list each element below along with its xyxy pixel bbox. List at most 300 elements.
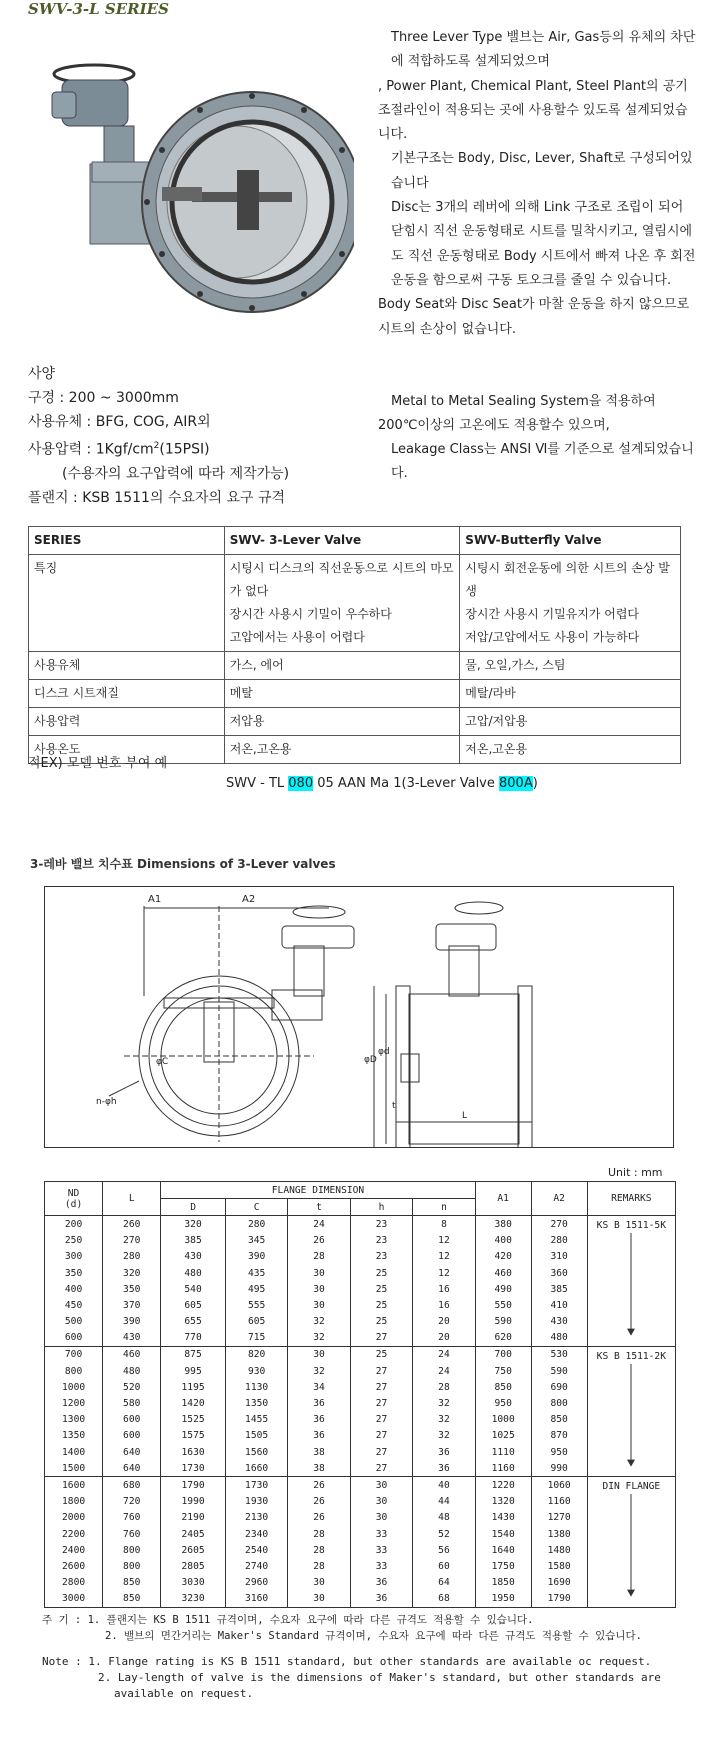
table-cell: 270 bbox=[531, 1216, 587, 1233]
table-cell: 480 bbox=[161, 1265, 226, 1281]
header-flange: FLANGE DIMENSION bbox=[161, 1182, 475, 1199]
table-cell: 1500 bbox=[45, 1460, 103, 1477]
note-en-2: 2. Lay-length of valve is the dimensions of Maker's standard, but other standards are bbox=[98, 1671, 661, 1684]
table-row bbox=[45, 1494, 676, 1510]
table-cell: 1000 bbox=[475, 1412, 531, 1428]
comparison-cell: 저온,고온용 bbox=[460, 736, 681, 764]
table-cell: 1455 bbox=[225, 1412, 287, 1428]
table-cell: 25 bbox=[350, 1297, 412, 1313]
table-cell: 2805 bbox=[161, 1558, 226, 1574]
table-cell: 590 bbox=[531, 1363, 587, 1379]
note-kr-1: 1. 플랜지는 KS B 1511 규격이며, 수요자 요구에 따라 다른 규격도 적용할 수 있습니다. bbox=[87, 1614, 534, 1626]
table-cell: 32 bbox=[288, 1330, 350, 1347]
table-row bbox=[45, 1216, 676, 1233]
table-cell: 850 bbox=[103, 1575, 161, 1591]
table-cell: 56 bbox=[413, 1542, 475, 1558]
table-cell: 23 bbox=[350, 1233, 412, 1249]
table-cell: 875 bbox=[161, 1346, 226, 1363]
table-cell: 640 bbox=[103, 1460, 161, 1477]
table-cell: 33 bbox=[350, 1526, 412, 1542]
table-cell: 370 bbox=[103, 1297, 161, 1313]
table-cell: 28 bbox=[288, 1526, 350, 1542]
table-cell: 27 bbox=[350, 1363, 412, 1379]
table-cell: 550 bbox=[475, 1297, 531, 1313]
table-cell: 530 bbox=[531, 1346, 587, 1363]
table-cell: 500 bbox=[45, 1314, 103, 1330]
table-row bbox=[45, 1379, 676, 1395]
table-cell: 52 bbox=[413, 1526, 475, 1542]
spec-pressure-note: (수용자의 요구압력에 따라 제작가능) bbox=[62, 465, 290, 482]
table-cell: 38 bbox=[288, 1460, 350, 1477]
table-cell: 200 bbox=[45, 1216, 103, 1233]
table-row bbox=[45, 1297, 676, 1313]
table-cell: 270 bbox=[103, 1233, 161, 1249]
remarks-label: DIN FLANGE bbox=[602, 1481, 661, 1493]
table-cell: 1525 bbox=[161, 1412, 226, 1428]
table-cell: 16 bbox=[413, 1281, 475, 1297]
table-row bbox=[45, 1591, 676, 1608]
table-cell: 320 bbox=[103, 1265, 161, 1281]
table-cell: 36 bbox=[288, 1428, 350, 1444]
table-cell: 1380 bbox=[531, 1526, 587, 1542]
table-cell: 32 bbox=[288, 1363, 350, 1379]
table-cell: 1220 bbox=[475, 1477, 531, 1494]
table-cell: 27 bbox=[350, 1444, 412, 1460]
table-cell: 495 bbox=[225, 1281, 287, 1297]
comparison-row bbox=[29, 708, 681, 736]
table-cell: 400 bbox=[475, 1233, 531, 1249]
table-cell: 30 bbox=[350, 1477, 412, 1494]
comparison-cell: 가스, 에어 bbox=[224, 652, 460, 680]
table-cell: 27 bbox=[350, 1330, 412, 1347]
table-cell: 68 bbox=[413, 1591, 475, 1608]
table-cell: 2740 bbox=[225, 1558, 287, 1574]
table-cell: 460 bbox=[475, 1265, 531, 1281]
table-cell: 26 bbox=[288, 1477, 350, 1494]
table-cell: 38 bbox=[288, 1444, 350, 1460]
table-cell: 25 bbox=[350, 1346, 412, 1363]
table-row bbox=[45, 1233, 676, 1249]
comparison-cell: 고압/저압용 bbox=[460, 708, 681, 736]
notes-english: Note : 1. Flange rating is KS B 1511 standard, but other standards are available oc request. 2. Lay-length of valve is the dimensions of Maker's standard, but other standards are available on request. bbox=[42, 1655, 661, 1700]
table-cell: 32 bbox=[288, 1314, 350, 1330]
table-row bbox=[45, 1460, 676, 1477]
down-arrow-icon bbox=[621, 1362, 641, 1468]
header-c: C bbox=[225, 1199, 287, 1216]
header-a2: A2 bbox=[531, 1182, 587, 1216]
table-cell: 8 bbox=[413, 1216, 475, 1233]
table-cell: 2340 bbox=[225, 1526, 287, 1542]
comparison-cell: 특징 bbox=[29, 555, 225, 652]
drawing-label-t: t bbox=[392, 1101, 396, 1111]
table-cell: 1130 bbox=[225, 1379, 287, 1395]
table-cell: 27 bbox=[350, 1395, 412, 1411]
table-cell: 28 bbox=[288, 1542, 350, 1558]
table-row bbox=[45, 1558, 676, 1574]
table-cell: 990 bbox=[531, 1460, 587, 1477]
table-cell: 280 bbox=[103, 1249, 161, 1265]
table-cell: 1430 bbox=[475, 1510, 531, 1526]
comparison-row bbox=[29, 555, 681, 652]
table-cell: 1160 bbox=[475, 1460, 531, 1477]
table-cell: 345 bbox=[225, 1233, 287, 1249]
note-kr-2: 2. 밸브의 면간거리는 Maker's Standard 규격이며, 수요자 요구에 따라 다른 규격도 적용할 수 있습니다. bbox=[105, 1630, 643, 1642]
table-cell: 27 bbox=[350, 1428, 412, 1444]
table-cell: 36 bbox=[288, 1395, 350, 1411]
table-cell: 30 bbox=[288, 1265, 350, 1281]
dimension-drawing bbox=[44, 886, 674, 1148]
table-cell: 995 bbox=[161, 1363, 226, 1379]
table-cell: 24 bbox=[288, 1216, 350, 1233]
table-row bbox=[45, 1395, 676, 1411]
table-cell: 1420 bbox=[161, 1395, 226, 1411]
table-cell: 1990 bbox=[161, 1494, 226, 1510]
table-cell: 2405 bbox=[161, 1526, 226, 1542]
table-cell: 400 bbox=[45, 1281, 103, 1297]
intro-paragraph: 기본구조는 Body, Disc, Lever, Shaft로 구성되어있습니다 bbox=[391, 151, 693, 191]
table-cell: 1110 bbox=[475, 1444, 531, 1460]
table-cell: 12 bbox=[413, 1265, 475, 1281]
table-cell: 300 bbox=[45, 1249, 103, 1265]
comparison-cell: 사용온도 bbox=[29, 736, 225, 764]
table-cell: 540 bbox=[161, 1281, 226, 1297]
table-cell: 2190 bbox=[161, 1510, 226, 1526]
spec-list bbox=[28, 362, 289, 510]
comparison-cell: 메탈/라바 bbox=[460, 680, 681, 708]
table-cell: 3230 bbox=[161, 1591, 226, 1608]
table-cell: 1575 bbox=[161, 1428, 226, 1444]
table-cell: 2960 bbox=[225, 1575, 287, 1591]
sealing-paragraph: Leakage Class는 ANSI Ⅵ를 기준으로 설계되었습니다. bbox=[391, 442, 694, 481]
table-cell: 770 bbox=[161, 1330, 226, 1347]
spec-pressure: 사용압력 : $1Kgf/cm^2(15PSI)$ bbox=[28, 441, 210, 458]
table-cell: 24 bbox=[413, 1346, 475, 1363]
drawing-label-l: L bbox=[462, 1111, 468, 1121]
drawing-label-a2: A2 bbox=[242, 894, 256, 905]
table-cell: 1730 bbox=[225, 1477, 287, 1494]
table-cell: 480 bbox=[103, 1363, 161, 1379]
table-cell: 420 bbox=[475, 1249, 531, 1265]
table-cell: 800 bbox=[103, 1542, 161, 1558]
comparison-cell: 물, 오일,가스, 스팀 bbox=[460, 652, 681, 680]
sealing-paragraph: Metal to Metal Sealing System을 적용하여 bbox=[391, 394, 656, 409]
table-cell: 1660 bbox=[225, 1460, 287, 1477]
table-cell: 26 bbox=[288, 1233, 350, 1249]
table-cell: 3160 bbox=[225, 1591, 287, 1608]
table-cell: 390 bbox=[103, 1314, 161, 1330]
header-remarks: REMARKS bbox=[587, 1182, 675, 1216]
table-cell: 820 bbox=[225, 1346, 287, 1363]
header-d: D bbox=[161, 1199, 226, 1216]
remarks-cell bbox=[587, 1216, 675, 1347]
table-cell: 2400 bbox=[45, 1542, 103, 1558]
table-cell: 28 bbox=[288, 1558, 350, 1574]
table-cell: 44 bbox=[413, 1494, 475, 1510]
comparison-cell: 사용유체 bbox=[29, 652, 225, 680]
table-cell: 32 bbox=[413, 1412, 475, 1428]
down-arrow-icon bbox=[621, 1492, 641, 1598]
table-cell: 760 bbox=[103, 1526, 161, 1542]
table-cell: 1790 bbox=[161, 1477, 226, 1494]
remarks-cell bbox=[587, 1477, 675, 1608]
table-cell: 64 bbox=[413, 1575, 475, 1591]
intro-paragraph: Body Seat와 Disc Seat가 마찰 운동을 하지 않으므로 시트의 손상이 없습니다. bbox=[378, 297, 690, 337]
table-cell: 36 bbox=[288, 1412, 350, 1428]
table-cell: 32 bbox=[413, 1428, 475, 1444]
drawing-label-phid2: φd bbox=[378, 1047, 390, 1057]
table-cell: 1350 bbox=[225, 1395, 287, 1411]
table-cell: 1600 bbox=[45, 1477, 103, 1494]
table-cell: 430 bbox=[531, 1314, 587, 1330]
table-cell: 16 bbox=[413, 1297, 475, 1313]
table-row bbox=[45, 1477, 676, 1494]
intro-text bbox=[378, 26, 698, 342]
header-series: SERIES bbox=[29, 527, 225, 555]
table-cell: 3000 bbox=[45, 1591, 103, 1608]
table-cell: 870 bbox=[531, 1428, 587, 1444]
table-cell: 385 bbox=[531, 1281, 587, 1297]
table-row bbox=[45, 1526, 676, 1542]
table-cell: 1950 bbox=[475, 1591, 531, 1608]
table-cell: 590 bbox=[475, 1314, 531, 1330]
dimensions-title: 3-레바 밸브 치수표 Dimensions of 3-Lever valves bbox=[30, 857, 336, 871]
table-cell: 310 bbox=[531, 1249, 587, 1265]
comparison-header-row bbox=[29, 527, 681, 555]
table-cell: 36 bbox=[413, 1460, 475, 1477]
table-cell: 33 bbox=[350, 1558, 412, 1574]
table-cell: 1200 bbox=[45, 1395, 103, 1411]
header-nd: ND (d) bbox=[45, 1182, 103, 1216]
table-cell: 1320 bbox=[475, 1494, 531, 1510]
table-cell: 27 bbox=[350, 1460, 412, 1477]
table-row bbox=[45, 1444, 676, 1460]
table-cell: 30 bbox=[288, 1346, 350, 1363]
table-cell: 2600 bbox=[45, 1558, 103, 1574]
table-cell: 1060 bbox=[531, 1477, 587, 1494]
table-cell: 260 bbox=[103, 1216, 161, 1233]
table-cell: 280 bbox=[531, 1233, 587, 1249]
table-cell: 380 bbox=[475, 1216, 531, 1233]
table-cell: 360 bbox=[531, 1265, 587, 1281]
header-3lever: SWV- 3-Lever Valve bbox=[224, 527, 460, 555]
table-cell: 1505 bbox=[225, 1428, 287, 1444]
table-cell: 410 bbox=[531, 1297, 587, 1313]
comparison-row bbox=[29, 680, 681, 708]
table-cell: 1270 bbox=[531, 1510, 587, 1526]
note-en-1: 1. Flange rating is KS B 1511 standard, but other standards are available oc request. bbox=[88, 1655, 652, 1668]
note-en-2b: available on request. bbox=[114, 1687, 254, 1700]
table-row bbox=[45, 1363, 676, 1379]
table-cell: 23 bbox=[350, 1249, 412, 1265]
table-cell: 30 bbox=[288, 1591, 350, 1608]
spec-heading: 사양 bbox=[28, 366, 56, 382]
notes-korean: 주 기 : 1. 플랜지는 KS B 1511 규격이며, 수요자 요구에 따라 다른 규격도 적용할 수 있습니다. 2. 밸브의 면간거리는 Maker's Standard 규격이며, 수요자 요구에 따라 다른 규격도 적용할 수 있습니다. bbox=[42, 1614, 643, 1642]
table-cell: 36 bbox=[350, 1575, 412, 1591]
table-cell: 600 bbox=[103, 1412, 161, 1428]
table-row bbox=[45, 1510, 676, 1526]
table-cell: 600 bbox=[45, 1330, 103, 1347]
spec-flange: 플랜지 : KSB 1511의 수요자의 요구 규격 bbox=[28, 489, 286, 506]
table-cell: 800 bbox=[45, 1363, 103, 1379]
table-cell: 520 bbox=[103, 1379, 161, 1395]
table-cell: 1480 bbox=[531, 1542, 587, 1558]
table-cell: 1160 bbox=[531, 1494, 587, 1510]
table-cell: 800 bbox=[103, 1558, 161, 1574]
table-row bbox=[45, 1575, 676, 1591]
table-cell: 605 bbox=[161, 1297, 226, 1313]
table-cell: 2605 bbox=[161, 1542, 226, 1558]
table-cell: 1350 bbox=[45, 1428, 103, 1444]
header-h: h bbox=[350, 1199, 412, 1216]
dimensions-table bbox=[44, 1181, 676, 1608]
page-title: SWV-3-L SERIES bbox=[28, 0, 169, 18]
table-cell: 1730 bbox=[161, 1460, 226, 1477]
table-cell: 1640 bbox=[475, 1542, 531, 1558]
table-cell: 480 bbox=[531, 1330, 587, 1347]
table-cell: 1930 bbox=[225, 1494, 287, 1510]
table-cell: 36 bbox=[350, 1591, 412, 1608]
table-cell: 40 bbox=[413, 1477, 475, 1494]
table-row bbox=[45, 1346, 676, 1363]
table-cell: 490 bbox=[475, 1281, 531, 1297]
model-example-label: 적EX) 모델 번호 부여 예 bbox=[28, 756, 168, 771]
drawing-label-nh: n-φh bbox=[96, 1097, 117, 1107]
header-t: t bbox=[288, 1199, 350, 1216]
table-cell: 1400 bbox=[45, 1444, 103, 1460]
table-cell: 690 bbox=[531, 1379, 587, 1395]
table-cell: 850 bbox=[531, 1412, 587, 1428]
table-row bbox=[45, 1428, 676, 1444]
table-row bbox=[45, 1542, 676, 1558]
table-cell: 555 bbox=[225, 1297, 287, 1313]
spec-fluid: 사용유체 : BFG, COG, AIR외 bbox=[28, 414, 211, 430]
table-cell: 30 bbox=[288, 1281, 350, 1297]
table-cell: 1690 bbox=[531, 1575, 587, 1591]
table-cell: 60 bbox=[413, 1558, 475, 1574]
table-cell: 26 bbox=[288, 1510, 350, 1526]
table-cell: 250 bbox=[45, 1233, 103, 1249]
table-cell: 1750 bbox=[475, 1558, 531, 1574]
table-cell: 30 bbox=[288, 1575, 350, 1591]
unit-label: Unit : mm bbox=[608, 1166, 663, 1179]
table-cell: 1195 bbox=[161, 1379, 226, 1395]
table-cell: 350 bbox=[103, 1281, 161, 1297]
table-cell: 27 bbox=[350, 1379, 412, 1395]
comparison-cell: 사용압력 bbox=[29, 708, 225, 736]
table-cell: 800 bbox=[531, 1395, 587, 1411]
table-cell: 1580 bbox=[531, 1558, 587, 1574]
table-cell: 950 bbox=[531, 1444, 587, 1460]
table-cell: 36 bbox=[413, 1444, 475, 1460]
table-cell: 26 bbox=[288, 1494, 350, 1510]
table-cell: 600 bbox=[103, 1428, 161, 1444]
header-butterfly: SWV-Butterfly Valve bbox=[460, 527, 681, 555]
table-cell: 385 bbox=[161, 1233, 226, 1249]
table-cell: 28 bbox=[288, 1249, 350, 1265]
table-cell: 280 bbox=[225, 1216, 287, 1233]
table-cell: 12 bbox=[413, 1233, 475, 1249]
table-cell: 850 bbox=[475, 1379, 531, 1395]
comparison-cell: 저온,고온용 bbox=[224, 736, 460, 764]
valve-photo bbox=[32, 52, 354, 332]
table-cell: 27 bbox=[350, 1412, 412, 1428]
table-cell: 390 bbox=[225, 1249, 287, 1265]
table-cell: 930 bbox=[225, 1363, 287, 1379]
table-cell: 760 bbox=[103, 1510, 161, 1526]
table-cell: 320 bbox=[161, 1216, 226, 1233]
sealing-text bbox=[378, 390, 698, 486]
table-cell: 24 bbox=[413, 1363, 475, 1379]
table-cell: 350 bbox=[45, 1265, 103, 1281]
table-cell: 720 bbox=[103, 1494, 161, 1510]
comparison-cell: 시팅시 회전운동에 의한 시트의 손상 발생 장시간 사용시 기밀유지가 어렵다 저압/고압에서도 사용이 가능하다 bbox=[460, 555, 681, 652]
table-cell: 1630 bbox=[161, 1444, 226, 1460]
table-cell: 605 bbox=[225, 1314, 287, 1330]
table-cell: 850 bbox=[103, 1591, 161, 1608]
table-cell: 680 bbox=[103, 1477, 161, 1494]
model-example: SWV - TL 080 05 AAN Ma 1(3-Lever Valve 800A) bbox=[226, 776, 538, 791]
intro-paragraph: , Power Plant, Chemical Plant, Steel Plant의 공기조절라인이 적용되는 곳에 사용할수 있도록 설계되었습니다. bbox=[378, 78, 688, 143]
table-cell: 30 bbox=[350, 1510, 412, 1526]
table-cell: 30 bbox=[288, 1297, 350, 1313]
remarks-label: KS B 1511-2K bbox=[596, 1350, 666, 1362]
table-cell: 1560 bbox=[225, 1444, 287, 1460]
table-cell: 2800 bbox=[45, 1575, 103, 1591]
table-cell: 30 bbox=[350, 1494, 412, 1510]
table-cell: 20 bbox=[413, 1314, 475, 1330]
table-cell: 20 bbox=[413, 1330, 475, 1347]
down-arrow-icon bbox=[621, 1231, 641, 1337]
table-cell: 34 bbox=[288, 1379, 350, 1395]
table-row bbox=[45, 1314, 676, 1330]
table-cell: 580 bbox=[103, 1395, 161, 1411]
table-cell: 450 bbox=[45, 1297, 103, 1313]
table-row bbox=[45, 1265, 676, 1281]
table-cell: 1025 bbox=[475, 1428, 531, 1444]
table-cell: 12 bbox=[413, 1249, 475, 1265]
comparison-cell: 디스크 시트재질 bbox=[29, 680, 225, 708]
table-cell: 23 bbox=[350, 1216, 412, 1233]
table-cell: 640 bbox=[103, 1444, 161, 1460]
table-cell: 3030 bbox=[161, 1575, 226, 1591]
drawing-label-phid1: φD bbox=[364, 1055, 377, 1065]
table-cell: 1300 bbox=[45, 1412, 103, 1428]
remarks-label: KS B 1511-5K bbox=[596, 1220, 666, 1232]
table-cell: 700 bbox=[45, 1346, 103, 1363]
header-n: n bbox=[413, 1199, 475, 1216]
table-cell: 2540 bbox=[225, 1542, 287, 1558]
table-cell: 33 bbox=[350, 1542, 412, 1558]
comparison-cell: 메탈 bbox=[224, 680, 460, 708]
table-cell: 2200 bbox=[45, 1526, 103, 1542]
table-cell: 655 bbox=[161, 1314, 226, 1330]
table-cell: 750 bbox=[475, 1363, 531, 1379]
header-a1: A1 bbox=[475, 1182, 531, 1216]
comparison-table bbox=[28, 526, 681, 764]
table-row bbox=[45, 1281, 676, 1297]
comparison-row bbox=[29, 652, 681, 680]
comparison-cell: 시팅시 디스크의 직선운동으로 시트의 마모가 없다 장시간 사용시 기밀이 우수하다 고압에서는 사용이 어렵다 bbox=[224, 555, 460, 652]
table-cell: 25 bbox=[350, 1314, 412, 1330]
table-cell: 2000 bbox=[45, 1510, 103, 1526]
table-cell: 1540 bbox=[475, 1526, 531, 1542]
header-l: L bbox=[103, 1182, 161, 1216]
table-row bbox=[45, 1249, 676, 1265]
intro-paragraph: Disc는 3개의 레버에 의해 Link 구조로 조립이 되어 닫힘시 직선 운동형태로 시트를 밀착시키고, 열림시에도 직선 운동형태로 Body 시트에서 빠져 나온 후 회전 운동을 함으로써 구동 토오크를 줄일 수 있습니다. bbox=[391, 200, 696, 288]
table-cell: 25 bbox=[350, 1265, 412, 1281]
sealing-paragraph: 200℃이상의 고온에도 적용할수 있으며, bbox=[378, 418, 610, 433]
table-cell: 2130 bbox=[225, 1510, 287, 1526]
